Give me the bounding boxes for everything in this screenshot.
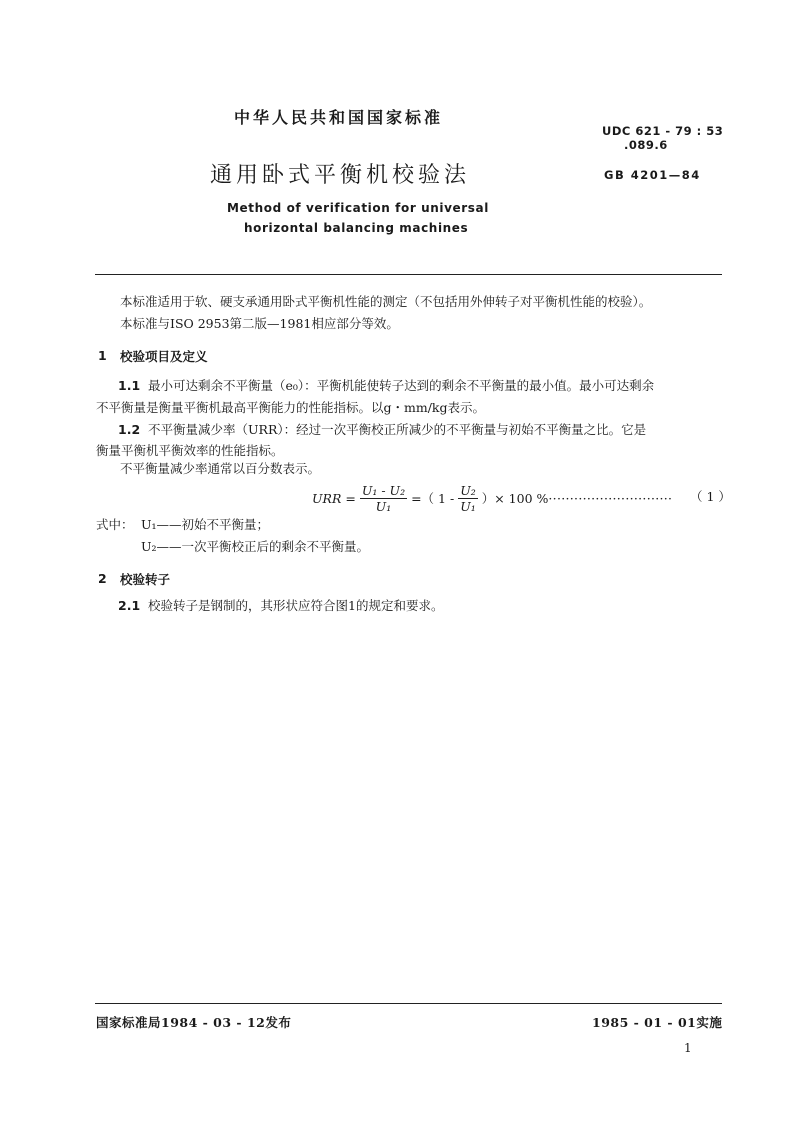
udc-code-line2: .089.6 <box>624 138 668 152</box>
formula-fraction-2 <box>458 483 478 514</box>
where-label: 式中： <box>96 517 134 532</box>
english-title-line1: Method of verification for universal <box>227 201 489 215</box>
item-2-1-number: 2.1 <box>118 598 141 613</box>
item-1-2-line1: 不平衡量减少率（URR）：经过一次平衡校正所减少的不平衡量与初始不平衡量之比。它是 <box>148 422 647 437</box>
item-1-2-line3: 不平衡量减少率通常以百分数表示。 <box>120 461 321 476</box>
fraction-2-denominator: U₁ <box>460 498 476 514</box>
section-1-number: 1 <box>98 348 107 363</box>
intro-paragraph-2: 本标准与ISO 2953第二版—1981相应部分等效。 <box>120 316 399 331</box>
english-title-line2: horizontal balancing machines <box>244 221 469 235</box>
where-u1: U₁——初始不平衡量； <box>141 517 270 532</box>
udc-code-line1: UDC 621 - 79 : 53 <box>602 124 724 138</box>
where-u2: U₂——一次平衡校正后的剩余不平衡量。 <box>141 539 370 554</box>
fraction-2-numerator: U₂ <box>460 482 476 498</box>
formula-lhs: URR = <box>312 490 356 506</box>
section-2-number: 2 <box>98 571 107 586</box>
intro-paragraph-1: 本标准适用于软、硬支承通用卧式平衡机性能的测定（不包括用外伸转子对平衡机性能的校验）。 <box>120 294 652 309</box>
gb-number: GB 4201—84 <box>604 168 701 182</box>
footer-divider <box>95 1003 722 1004</box>
item-1-2-line2: 衡量平衡机平衡效率的性能指标。 <box>96 443 284 458</box>
header-divider <box>95 274 722 275</box>
fraction-1-denominator: U₁ <box>375 498 392 514</box>
equation-number: （ 1 ） <box>690 489 731 504</box>
section-2-heading: 校验转子 <box>120 572 171 587</box>
item-1-2-number: 1.2 <box>118 422 141 437</box>
standard-type: 中华人民共和国国家标准 <box>234 108 444 127</box>
formula-mid: =（ 1 - <box>411 491 455 506</box>
effective-date: 1985 - 01 - 01实施 <box>592 1015 723 1030</box>
item-2-1-text: 校验转子是钢制的，其形状应符合图1的规定和要求。 <box>148 598 444 613</box>
document-title: 通用卧式平衡机校验法 <box>210 163 471 188</box>
page-number: 1 <box>684 1041 692 1055</box>
section-1-heading: 校验项目及定义 <box>120 349 208 364</box>
item-1-1-number: 1.1 <box>118 378 141 393</box>
urr-formula <box>312 476 672 520</box>
formula-tail: ）× 100 % <box>481 491 549 506</box>
item-1-1-line2: 不平衡量是衡量平衡机最高平衡能力的性能指标。以g・mm/kg表示。 <box>96 400 485 415</box>
formula-fraction-1 <box>360 483 407 514</box>
issue-date: 国家标准局1984 - 03 - 12发布 <box>96 1015 292 1030</box>
formula-dots: ····························· <box>548 490 673 506</box>
fraction-1-numerator: U₁ - U₂ <box>361 482 406 498</box>
item-1-1-line1: 最小可达剩余不平衡量（e₀）：平衡机能使转子达到的剩余不平衡量的最小值。最小可达剩余 <box>148 378 655 393</box>
